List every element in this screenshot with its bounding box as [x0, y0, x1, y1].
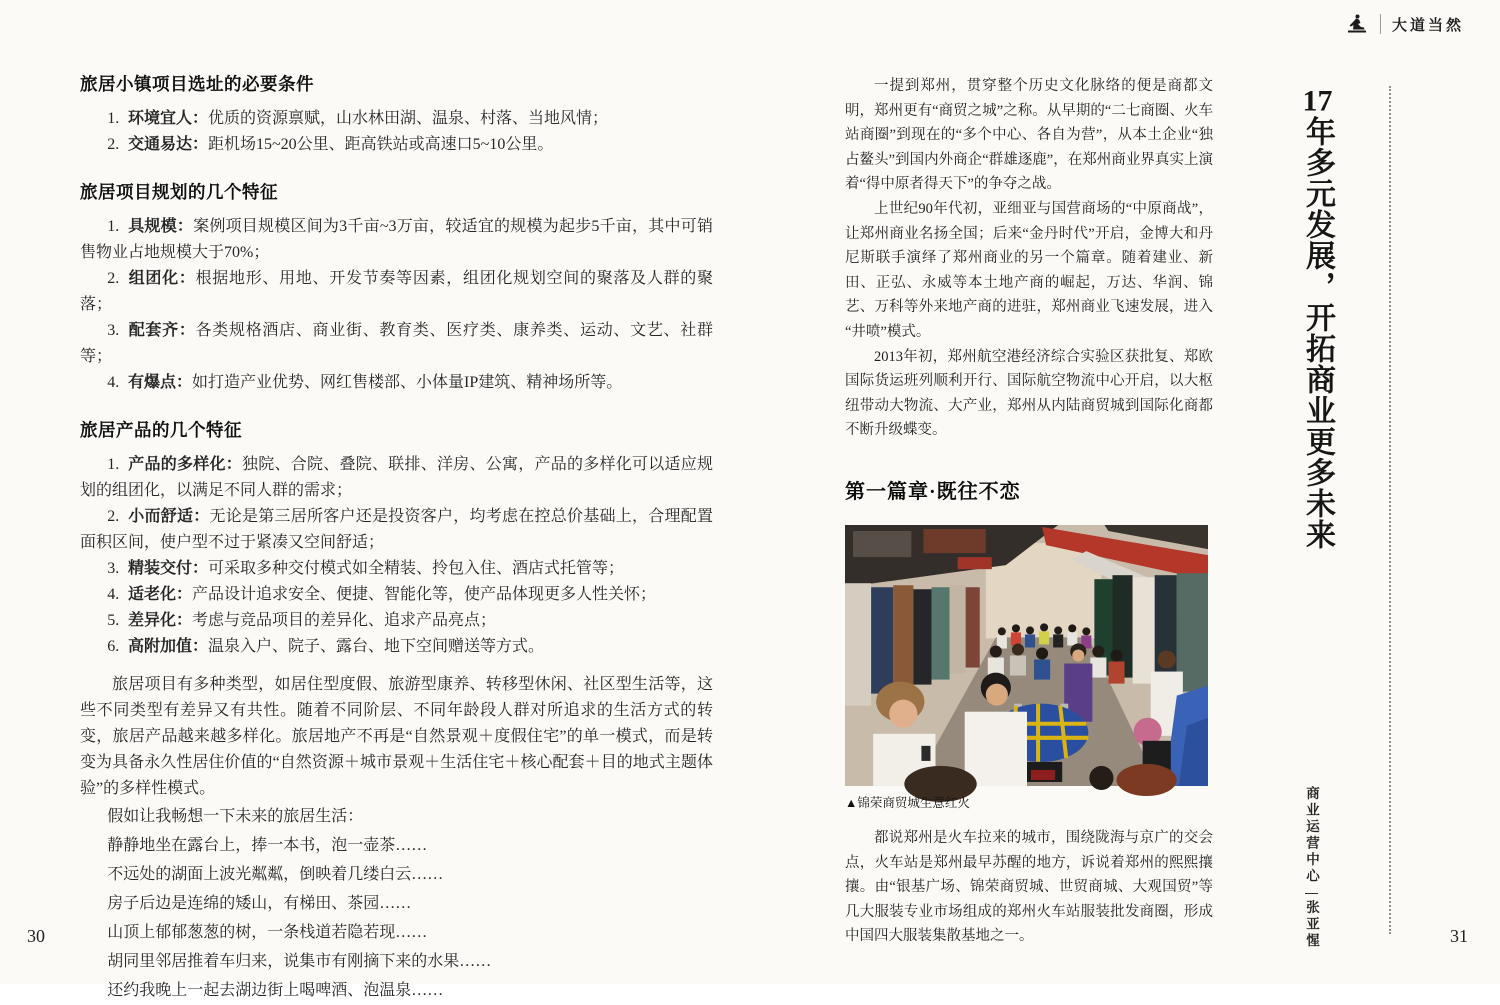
page-number-right: 31 — [1450, 926, 1468, 946]
item-text: 根据地形、用地、开发节奏等因素，组团化规划空间的聚落及人群的聚落； — [80, 270, 713, 313]
item-number: 1. — [107, 218, 120, 235]
dream-line: 静静地坐在露台上，捧一本书，泡一壶茶…… — [107, 837, 428, 854]
item-text: 优质的资源禀赋，山水林田湖、温泉、村落、当地风情； — [208, 110, 609, 127]
list-item — [80, 266, 713, 318]
section-heading: 旅居小镇项目选址的必要条件 — [80, 74, 314, 94]
dream-line: 还约我晚上一起去湖边街上喝啤酒、泡温泉…… — [107, 982, 444, 999]
list-item — [80, 556, 713, 582]
left-page — [80, 72, 713, 1005]
item-term: 有爆点： — [127, 374, 192, 391]
dotted-divider — [1389, 86, 1391, 934]
section-planning-features — [80, 180, 713, 396]
item-number: 3. — [107, 560, 120, 577]
list-item — [80, 608, 713, 634]
photo-caption: ▲锦荣商贸城生意红火 — [845, 795, 970, 810]
byline — [1301, 786, 1321, 950]
vertical-title-text: 年多元发展，开拓商业更多未来 — [1301, 116, 1334, 550]
paragraph: 2013年初，郑州航空港经济综合实验区获批复、郑欧国际货运班列顺利开行、国际航空物流中心开启，以大枢纽带动大物流、大产业，郑州从内陆商贸城到国际化商都不断升级蝶变。 — [845, 348, 1213, 439]
item-term: 组团化： — [127, 270, 196, 287]
item-term: 配套齐： — [127, 322, 196, 339]
vertical-title-number: 17 — [1302, 86, 1333, 116]
list-item — [80, 582, 713, 608]
list-item — [80, 452, 713, 504]
item-text: 无论是第三居所客户还是投资客户，均考虑在控总价基础上，合理配置面积区间，使户型不过于紧凑又空间舒适； — [80, 508, 713, 551]
item-number: 6. — [107, 638, 120, 655]
list-item — [80, 214, 713, 266]
paragraph: 上世纪90年代初，亚细亚与国营商场的“中原商战”，让郑州商业名扬全国；后来“金丹时代”开启，金博大和丹尼斯联手演绎了郑州商业的另一个篇章。随着建业、新田、正弘、永威等本土地产商的崛起，万达、华润、锦艺、万科等外来地产商的进驻，郑州商业飞速发展，进入“井喷”模式。 — [845, 200, 1213, 340]
item-term: 小而舒适： — [127, 508, 210, 525]
item-text: 距机场15~20公里、距高铁站或高速口5~10公里。 — [208, 136, 554, 153]
item-number: 2. — [107, 508, 120, 525]
item-number: 1. — [107, 110, 120, 127]
item-term: 环境宜人： — [127, 110, 208, 127]
market-photo — [845, 525, 1208, 811]
paragraph: 旅居项目有多种类型，如居住型度假、旅游型康养、转移型休闲、社区型生活等，这些不同类型有差异又有共性。随着不同阶层、不同年龄段人群对所追求的生活方式的转变，旅居产品越来越多样化。旅居地产不再是“自然景观＋度假住宅”的单一模式，而是转变为具备永久性居住价值的“自然资源＋城市景观＋生活住宅＋核心配套＋目的地式主题体验”的多样性模式。 — [80, 676, 713, 797]
item-text: 产品设计追求安全、便捷、智能化等，使产品体现更多人性关怀； — [192, 586, 657, 603]
section-heading: 旅居项目规划的几个特征 — [80, 182, 278, 202]
item-number: 2. — [107, 270, 120, 287]
page-number-left: 30 — [27, 926, 45, 946]
list-item — [80, 370, 713, 396]
item-text: 如打造产业优势、网红售楼部、小体量IP建筑、精神场所等。 — [192, 374, 623, 391]
item-term: 差异化： — [127, 612, 192, 629]
dream-line: 假如让我畅想一下未来的旅居生活： — [107, 808, 364, 825]
dream-line: 不远处的湖面上波光粼粼，倒映着几缕白云…… — [107, 866, 444, 883]
item-term: 具规模： — [127, 218, 194, 235]
dream-line: 胡同里邻居推着车归来，说集市有刚摘下来的水果…… — [107, 953, 492, 970]
item-term: 产品的多样化： — [127, 456, 242, 473]
section-site-selection — [80, 72, 713, 158]
item-text: 可采取多种交付模式如全精装、拎包入住、酒店式托管等； — [208, 560, 625, 577]
section-product-features — [80, 418, 713, 660]
item-text: 案例项目规模区间为3千亩~3万亩，较适宜的规模为起步5千亩，其中可销售物业占地规模大于70%； — [80, 218, 713, 261]
item-number: 2. — [107, 136, 120, 153]
item-term: 精装交付： — [127, 560, 208, 577]
item-number: 1. — [107, 456, 120, 473]
item-term: 交通易达： — [127, 136, 208, 153]
item-term: 高附加值： — [127, 638, 208, 655]
item-term: 适老化： — [127, 586, 192, 603]
book-header — [1345, 10, 1464, 38]
item-number: 3. — [107, 322, 120, 339]
article-vertical-title — [1294, 86, 1340, 566]
book-series-title: 大道当然 — [1391, 17, 1464, 34]
plowman-logo-icon — [1345, 12, 1369, 36]
list-item — [80, 634, 713, 660]
byline-department: 商业运营中心 — [1304, 786, 1319, 885]
section-heading: 旅居产品的几个特征 — [80, 420, 242, 440]
item-number: 5. — [107, 612, 120, 629]
dream-line: 山顶上郁郁葱葱的树，一条栈道若隐若现…… — [107, 924, 428, 941]
paragraph: 都说郑州是火车拉来的城市，围绕陇海与京广的交会点，火车站是郑州最早苏醒的地方，诉说着郑州的熙熙攘攘。由“银基广场、锦荣商贸城、世贸商城、大观国贸”等几大服装专业市场组成的郑州火车站服装批发商圈，形成中国四大服装集散基地之一。 — [845, 829, 1213, 945]
item-text: 独院、合院、叠院、联排、洋房、公寓，产品的多样化可以适应规划的组团化，以满足不同人群的需求； — [80, 456, 713, 499]
item-text: 温泉入户、院子、露台、地下空间赠送等方式。 — [208, 638, 545, 655]
list-item — [80, 106, 713, 132]
byline-divider — [1305, 893, 1318, 894]
paragraph: 一提到郑州，贯穿整个历史文化脉络的便是商都文明，郑州更有“商贸之城”之称。从早期的“二七商圈、火车站商圈”到现在的“多个中心、各自为营”，从本土企业“独占鳌头”到国内外商企“群雄逐鹿”，在郑州商业界真实上演着“得中原者得天下”的争夺之战。 — [845, 78, 1213, 193]
list-item — [80, 504, 713, 556]
list-item — [80, 132, 713, 158]
item-text: 各类规格酒店、商业街、教育类、医疗类、康养类、运动、文艺、社群等； — [80, 322, 713, 365]
item-number: 4. — [107, 374, 120, 391]
byline-author: 张亚惺 — [1304, 900, 1319, 950]
right-page — [845, 74, 1213, 949]
chapter-title: 第一篇章·既往不恋 — [845, 480, 1021, 503]
item-text: 考虑与竞品项目的差异化、追求产品亮点； — [192, 612, 497, 629]
dream-line: 房子后边是连绵的矮山，有梯田、茶园…… — [107, 895, 412, 912]
market-photo-image — [845, 525, 1208, 786]
list-item — [80, 318, 713, 370]
header-divider — [1380, 14, 1381, 34]
item-number: 4. — [107, 586, 120, 603]
